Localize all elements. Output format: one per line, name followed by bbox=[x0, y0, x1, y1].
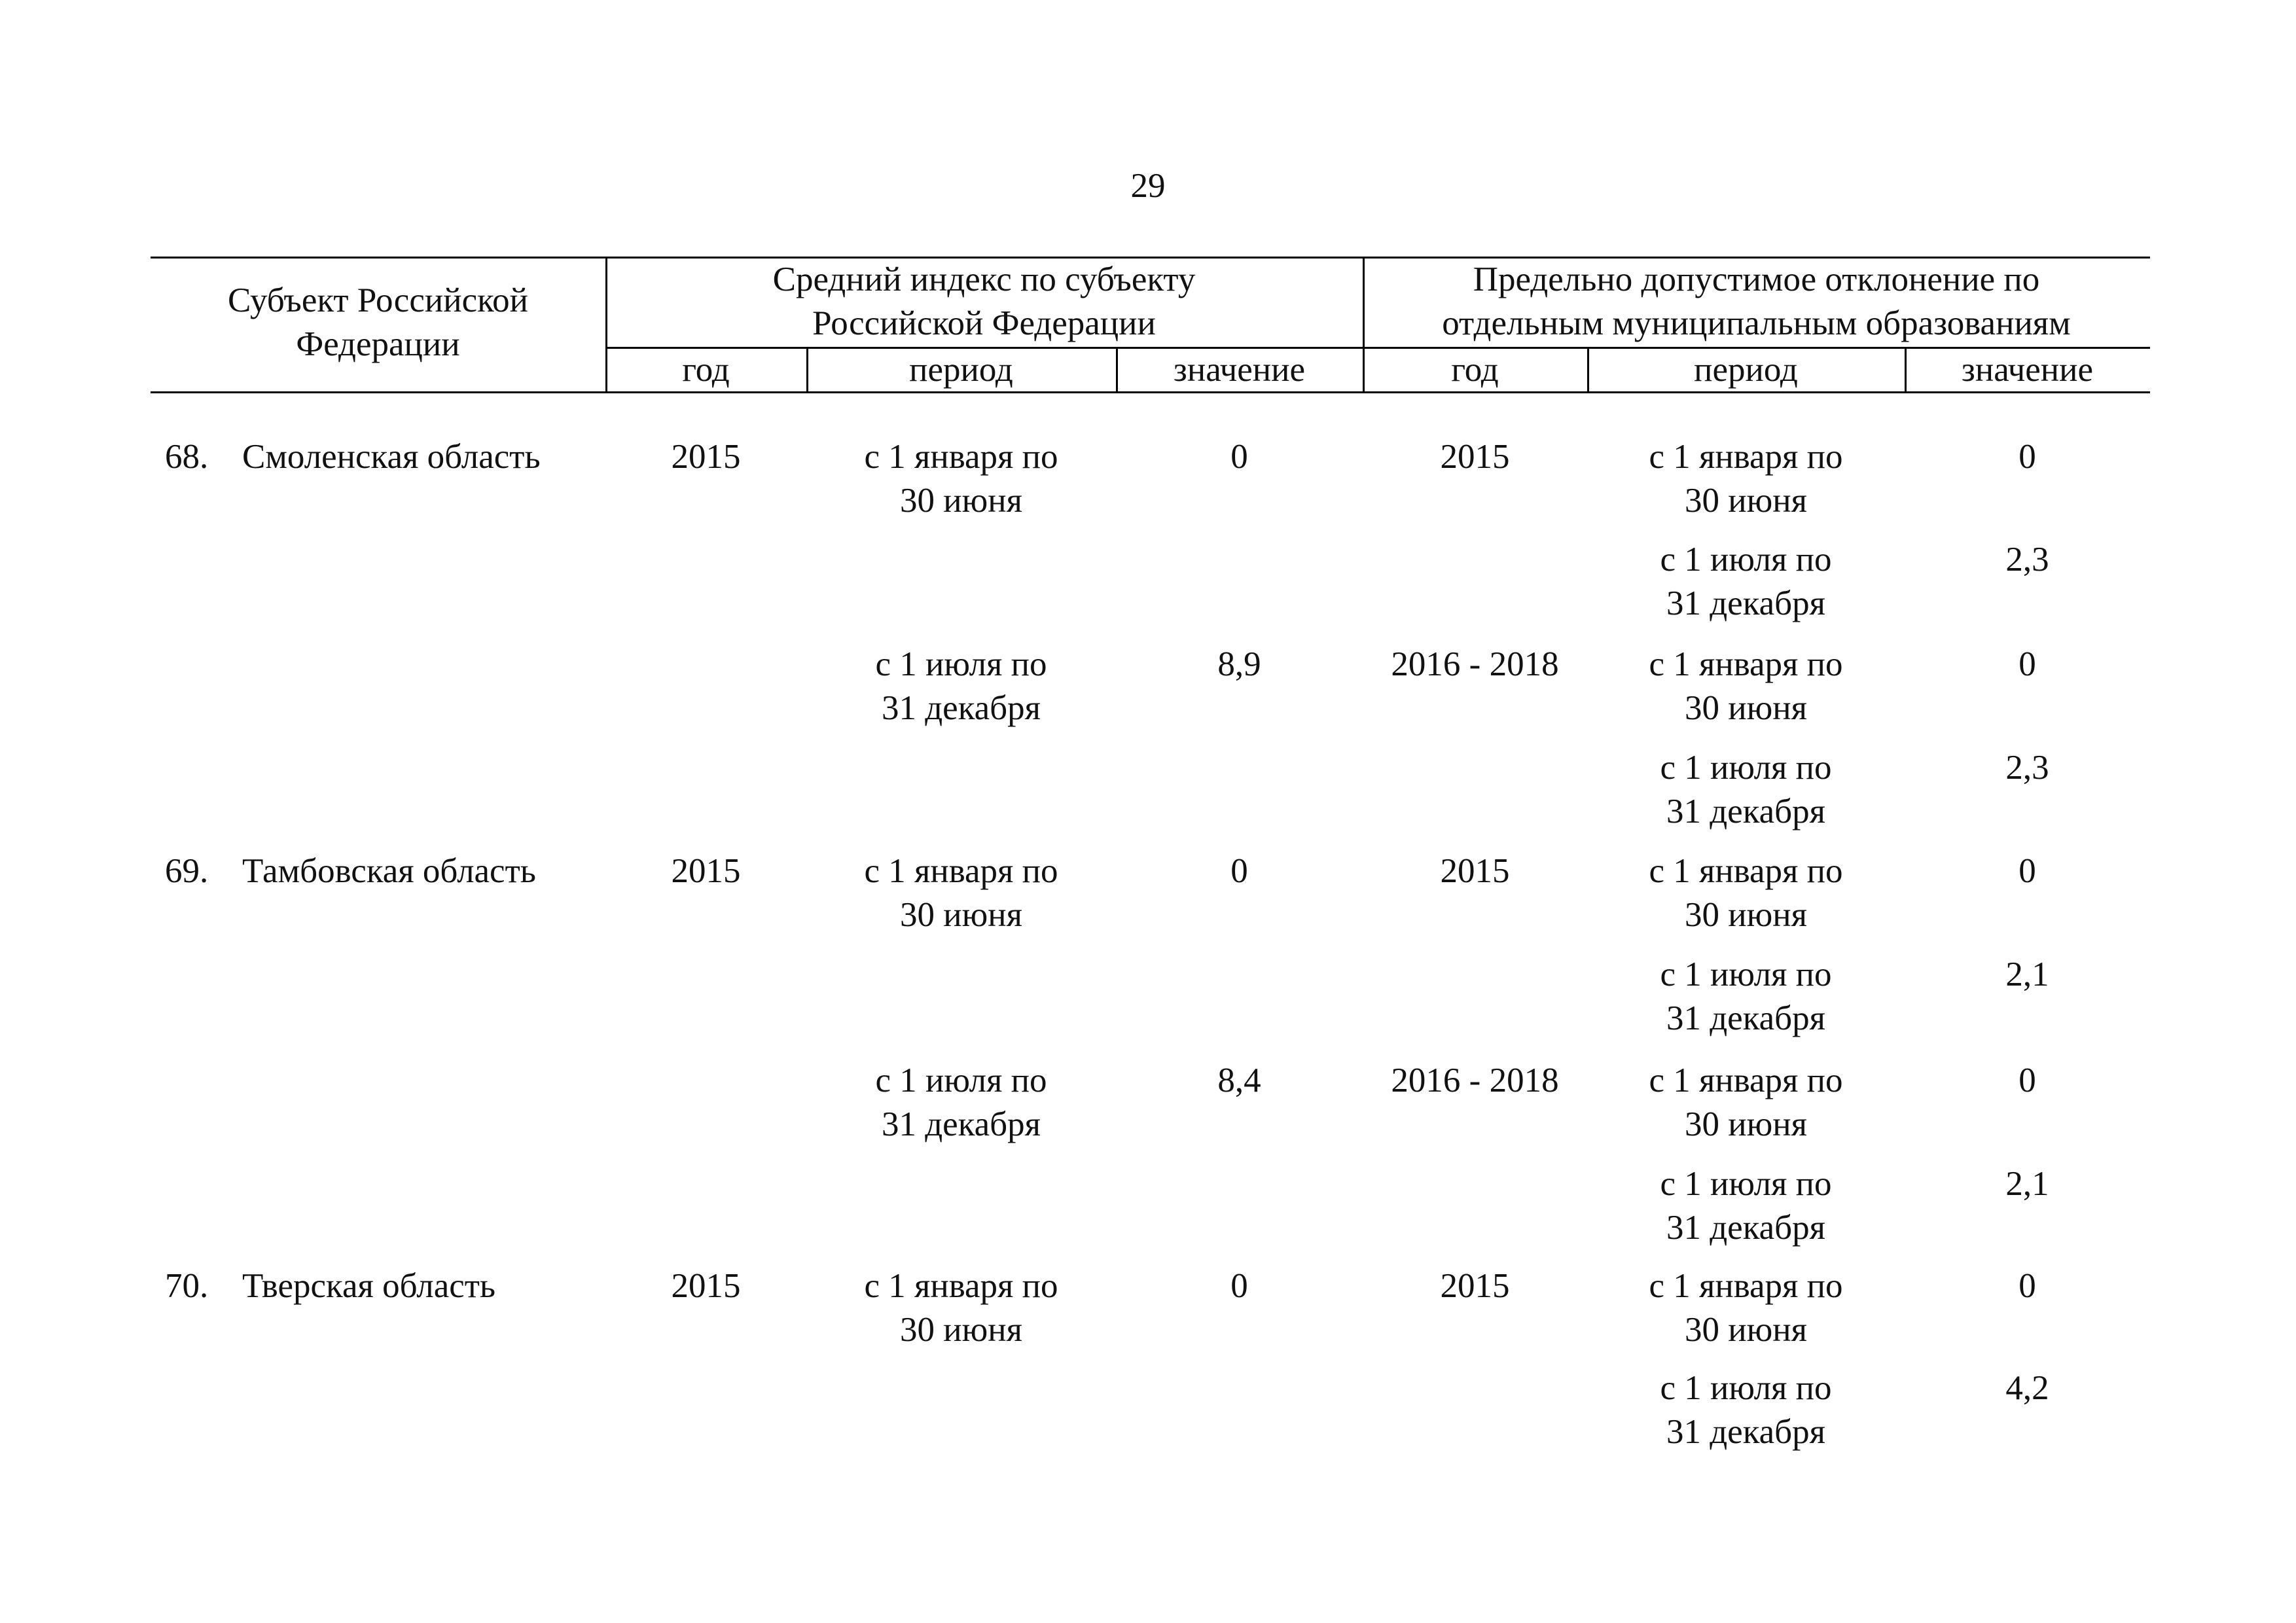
row-number: 68. bbox=[165, 438, 209, 476]
header-avg-year: год bbox=[682, 351, 730, 389]
dev-value: 0 bbox=[2018, 645, 2036, 683]
avg-period bbox=[806, 1059, 1116, 1147]
header-subject bbox=[151, 279, 605, 366]
region-name: Смоленская область bbox=[242, 438, 541, 476]
header-avg-value: значение bbox=[1173, 351, 1306, 389]
header-dev-value: значение bbox=[1961, 351, 2094, 389]
period-line1: с 1 июля по bbox=[1660, 1369, 1832, 1407]
avg-value: 8,9 bbox=[1217, 645, 1261, 683]
header-subject-line2: Федерации bbox=[296, 325, 460, 363]
dev-value: 2,3 bbox=[2005, 541, 2049, 579]
dev-year: 2015 bbox=[1440, 852, 1510, 890]
dev-period bbox=[1587, 643, 1905, 730]
period-line2: 30 июня bbox=[1685, 1311, 1807, 1349]
dev-year: 2016 - 2018 bbox=[1391, 1061, 1559, 1099]
header-subject-line1: Субъект Российской bbox=[227, 281, 529, 319]
dev-period bbox=[1587, 1162, 1905, 1250]
period-line2: 30 июня bbox=[900, 1311, 1022, 1349]
avg-year: 2015 bbox=[671, 438, 741, 476]
dev-year: 2015 bbox=[1440, 1267, 1510, 1305]
period-line1: с 1 января по bbox=[864, 852, 1058, 890]
dev-period bbox=[1587, 849, 1905, 937]
dev-value: 2,1 bbox=[2005, 1165, 2049, 1203]
period-line2: 30 июня bbox=[900, 896, 1022, 934]
dev-value: 4,2 bbox=[2005, 1369, 2049, 1407]
period-line1: с 1 января по bbox=[864, 438, 1058, 476]
period-line1: с 1 июля по bbox=[1660, 541, 1832, 579]
period-line2: 30 июня bbox=[1685, 896, 1807, 934]
header-avg-line1: Средний индекс по субъекту bbox=[772, 260, 1196, 298]
dev-period bbox=[1587, 435, 1905, 523]
period-line1: с 1 января по bbox=[864, 1267, 1058, 1305]
avg-year: 2015 bbox=[671, 852, 741, 890]
header-dev-year: год bbox=[1451, 351, 1499, 389]
avg-period bbox=[806, 435, 1116, 523]
dev-value: 2,1 bbox=[2005, 955, 2049, 993]
header-avg-group bbox=[605, 258, 1363, 346]
dev-period bbox=[1587, 953, 1905, 1041]
dev-period bbox=[1587, 1366, 1905, 1454]
period-line1: с 1 июля по bbox=[875, 1061, 1047, 1099]
dev-period bbox=[1587, 538, 1905, 626]
page-number: 29 bbox=[1130, 167, 1166, 205]
region-name: Тверская область bbox=[242, 1267, 496, 1305]
header-dev-period: период bbox=[1694, 351, 1798, 389]
dev-value: 0 bbox=[2018, 1061, 2036, 1099]
region-name: Тамбовская область bbox=[242, 852, 536, 890]
period-line2: 30 июня bbox=[1685, 482, 1807, 520]
period-line1: с 1 июля по bbox=[1660, 1165, 1832, 1203]
avg-value: 0 bbox=[1230, 438, 1248, 476]
period-line2: 31 декабря bbox=[1666, 999, 1826, 1037]
dev-period bbox=[1587, 746, 1905, 834]
period-line2: 31 декабря bbox=[1666, 1413, 1826, 1451]
header-avg-line2: Российской Федерации bbox=[812, 304, 1156, 342]
period-line1: с 1 января по bbox=[1649, 438, 1843, 476]
dev-value: 0 bbox=[2018, 438, 2036, 476]
avg-period bbox=[806, 849, 1116, 937]
avg-value: 0 bbox=[1230, 1267, 1248, 1305]
dev-value: 2,3 bbox=[2005, 749, 2049, 787]
dev-period bbox=[1587, 1264, 1905, 1352]
dev-value: 0 bbox=[2018, 1267, 2036, 1305]
row-number: 70. bbox=[165, 1267, 209, 1305]
period-line1: с 1 января по bbox=[1649, 852, 1843, 890]
header-avg-period: период bbox=[909, 351, 1013, 389]
period-line1: с 1 января по bbox=[1649, 1267, 1843, 1305]
period-line1: с 1 июля по bbox=[1660, 955, 1832, 993]
dev-year: 2015 bbox=[1440, 438, 1510, 476]
dev-value: 0 bbox=[2018, 852, 2036, 890]
dev-year: 2016 - 2018 bbox=[1391, 645, 1559, 683]
row-number: 69. bbox=[165, 852, 209, 890]
period-line2: 31 декабря bbox=[1666, 1209, 1826, 1247]
avg-year: 2015 bbox=[671, 1267, 741, 1305]
period-line1: с 1 июля по bbox=[875, 645, 1047, 683]
period-line2: 30 июня bbox=[1685, 1105, 1807, 1143]
period-line2: 30 июня bbox=[1685, 689, 1807, 727]
period-line2: 31 декабря bbox=[881, 689, 1041, 727]
period-line1: с 1 января по bbox=[1649, 645, 1843, 683]
avg-period bbox=[806, 643, 1116, 730]
period-line1: с 1 января по bbox=[1649, 1061, 1843, 1099]
avg-value: 0 bbox=[1230, 852, 1248, 890]
header-dev-group bbox=[1363, 258, 2150, 346]
header-dev-line1: Предельно допустимое отклонение по bbox=[1473, 260, 2040, 298]
avg-value: 8,4 bbox=[1217, 1061, 1261, 1099]
dev-period bbox=[1587, 1059, 1905, 1147]
header-dev-line2: отдельным муниципальным образованиям bbox=[1442, 304, 2071, 342]
period-line2: 31 декабря bbox=[1666, 793, 1826, 830]
avg-period bbox=[806, 1264, 1116, 1352]
period-line1: с 1 июля по bbox=[1660, 749, 1832, 787]
period-line2: 31 декабря bbox=[881, 1105, 1041, 1143]
period-line2: 31 декабря bbox=[1666, 584, 1826, 622]
period-line2: 30 июня bbox=[900, 482, 1022, 520]
